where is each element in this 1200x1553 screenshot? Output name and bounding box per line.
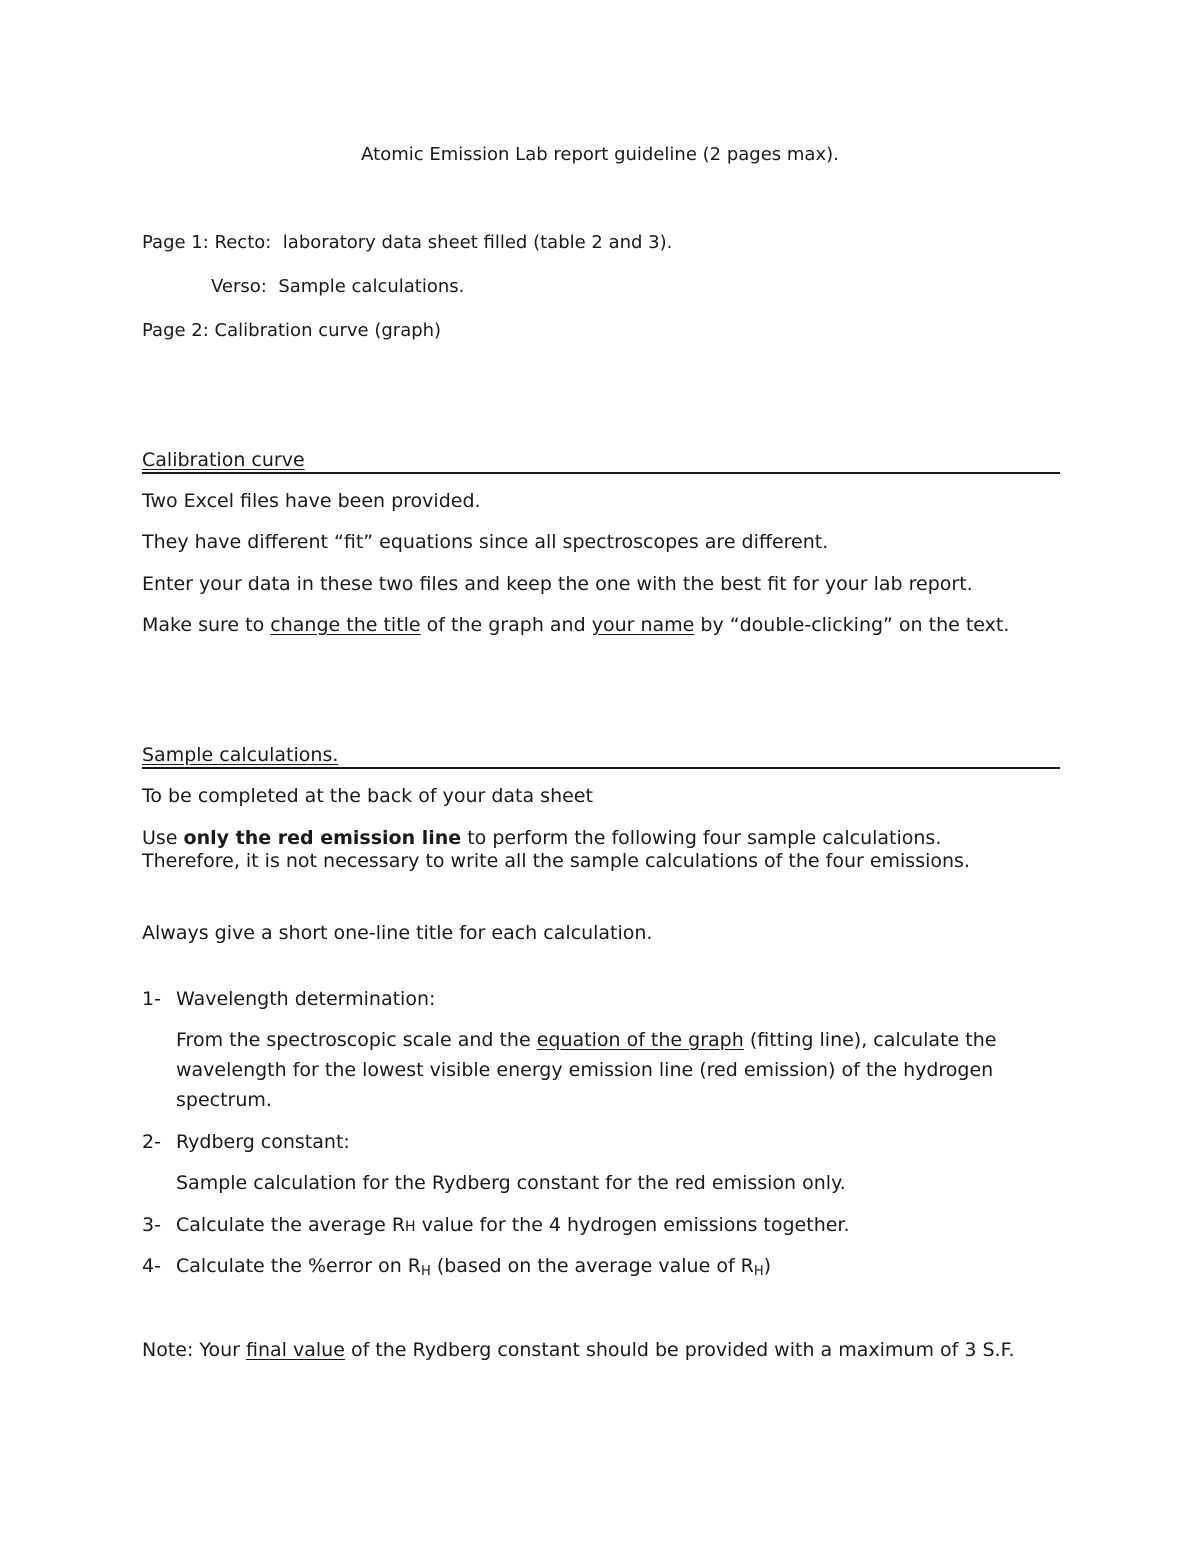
sample-line1: To be completed at the back of your data sheet (142, 785, 593, 807)
calibration-heading (142, 448, 1060, 474)
item4-subscript1: H (421, 1264, 431, 1279)
equation-emphasis: equation of the graph (536, 1029, 744, 1051)
recto-text: laboratory data sheet filled (table 2 and 3). (282, 232, 673, 253)
item1-desc-line3: spectrum. (176, 1089, 272, 1111)
item3-text-b: value for the 4 hydrogen emissions together. (421, 1214, 850, 1236)
calibration-line2: They have different “fit” equations since all spectroscopes are different. (142, 531, 829, 553)
item1-title: Wavelength determination: (176, 988, 436, 1010)
item1-description (176, 1025, 1056, 1115)
page1-label: Page 1: Recto: (142, 232, 272, 253)
item1-desc-b: (fitting line), calculate the (749, 1029, 997, 1051)
final-value-emphasis: final value (246, 1339, 345, 1361)
item3-text (176, 1213, 850, 1239)
calibration-line3: Enter your data in these two files and keep the one with the best fit for your lab report. (142, 573, 973, 595)
red-line-emphasis: only the red emission line (183, 827, 462, 849)
item4-text (176, 1254, 771, 1278)
calibration-line1: Two Excel files have been provided. (142, 490, 481, 512)
line4-text-a: Make sure to (142, 614, 265, 636)
page1-recto-line (142, 231, 672, 255)
verso-label: Verso: (211, 276, 267, 297)
item2-number: 2- (142, 1131, 161, 1153)
item2-title: Rydberg constant: (176, 1131, 350, 1153)
always-line: Always give a short one-line title for each calculation. (142, 922, 653, 944)
line4-text-c: by “double-clicking” on the text. (700, 614, 1010, 636)
your-name-emphasis: your name (591, 614, 695, 636)
use-line (142, 826, 941, 850)
calibration-heading-text: Calibration curve (142, 449, 305, 471)
item4-text-b: (based on the average value of R (436, 1255, 754, 1277)
use-text-b: to perform the following four sample calculations. (467, 827, 942, 849)
therefore-line: Therefore, it is not necessary to write all the sample calculations of the four emissions. (142, 850, 970, 872)
note-text-b: of the Rydberg constant should be provided with a maximum of 3 S.F. (350, 1339, 1015, 1361)
page2-line: Page 2: Calibration curve (graph) (142, 320, 442, 341)
item4-number: 4- (142, 1255, 161, 1277)
page1-verso-line (211, 275, 464, 299)
line4-text-b: of the graph and (426, 614, 586, 636)
document-title: Atomic Emission Lab report guideline (2 pages max). (361, 144, 839, 165)
item4-text-a: Calculate the %error on R (176, 1255, 421, 1277)
item4-text-c: ) (763, 1255, 772, 1277)
item3-number: 3- (142, 1214, 161, 1236)
item3-subscript: H (405, 1219, 416, 1235)
sample-heading (142, 743, 1060, 769)
note-text-a: Note: Your (142, 1339, 240, 1361)
item1-desc-a: From the spectroscopic scale and the (176, 1029, 531, 1051)
item3-text-a: Calculate the average R (176, 1214, 406, 1236)
item4-subscript2: H (753, 1264, 764, 1279)
calibration-line4 (142, 613, 1009, 637)
change-title-emphasis: change the title (270, 614, 421, 636)
use-text-a: Use (142, 827, 178, 849)
item2-description: Sample calculation for the Rydberg constant for the red emission only. (176, 1172, 846, 1194)
note-line (142, 1338, 1015, 1362)
sample-heading-text: Sample calculations. (142, 744, 339, 766)
verso-text: Sample calculations. (278, 276, 465, 297)
item1-desc-line2: wavelength for the lowest visible energy emission line (red emission) of the hydrogen (176, 1059, 994, 1081)
item1-number: 1- (142, 988, 161, 1010)
